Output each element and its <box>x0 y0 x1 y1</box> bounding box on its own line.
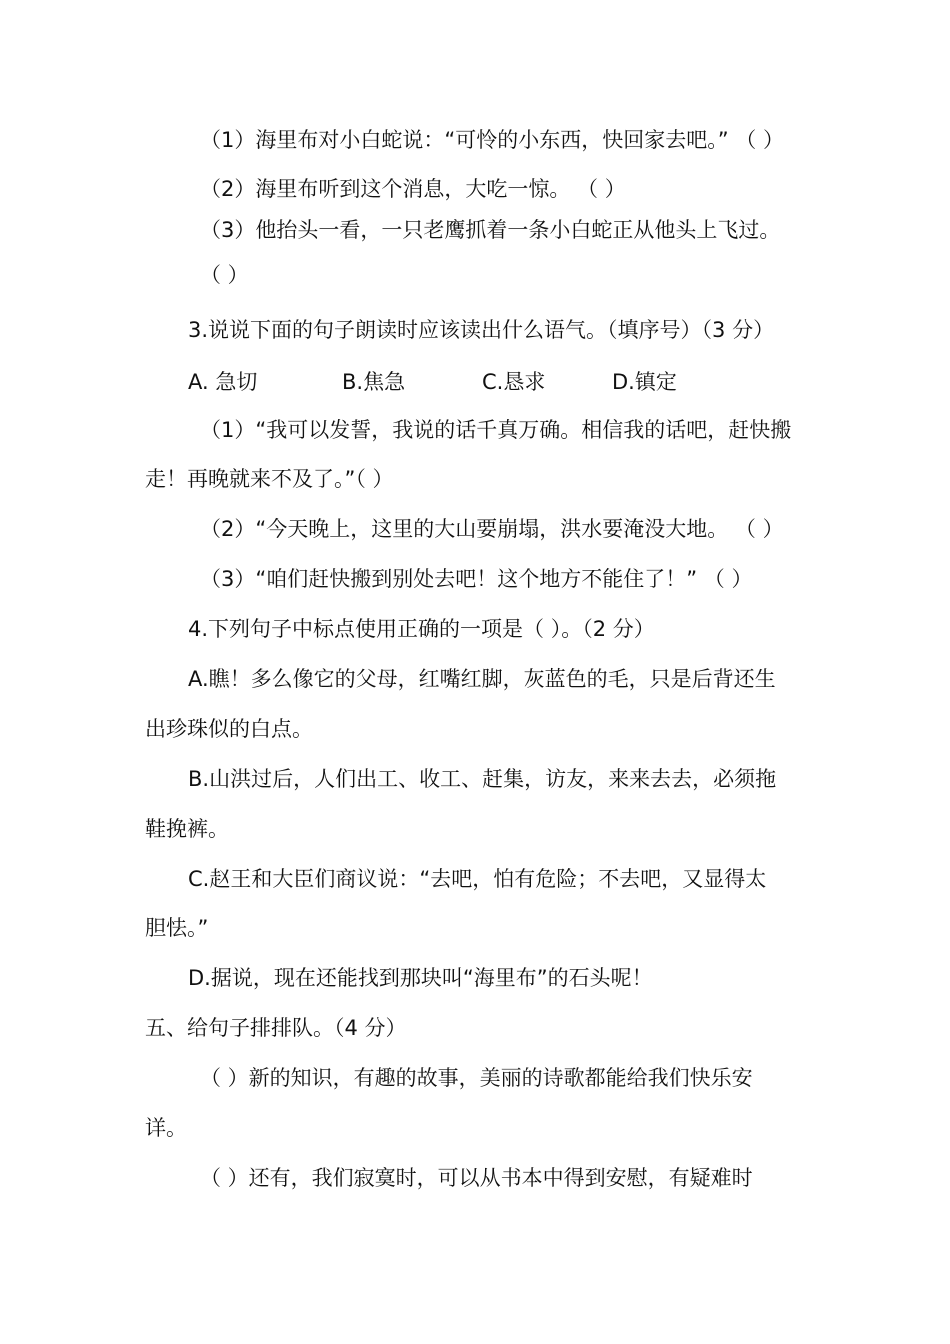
q4-option-a-line2: 出珍珠似的白点。 <box>145 717 313 741</box>
q4-title: 4.下列句子中标点使用正确的一项是（ ）。（2 分） <box>188 617 655 641</box>
section-5-item-2: （ ）还有，我们寂寞时，可以从书本中得到安慰，有疑难时 <box>200 1166 753 1190</box>
q3-option-d: D.镇定 <box>612 370 677 394</box>
q4-option-b-line1: B.山洪过后，人们出工、收工、赶集，访友，来来去去，必须拖 <box>188 767 777 791</box>
q3-option-a: A. 急切 <box>188 370 258 394</box>
q3-item-3: （3）“咱们赶快搬到别处去吧！这个地方不能住了！” （ ） <box>200 567 753 591</box>
q4-option-c-line1: C.赵王和大臣们商议说：“去吧，怕有危险；不去吧，又显得太 <box>188 867 767 891</box>
q2-item-2: （2）海里布听到这个消息，大吃一惊。 （ ） <box>200 177 626 201</box>
q4-option-b-line2: 鞋挽裤。 <box>145 817 229 841</box>
q3-item-1-line2: 走！再晚就来不及了。”（ ） <box>145 467 394 491</box>
q3-item-1-line1: （1）“我可以发誓，我说的话千真万确。相信我的话吧，赶快搬 <box>200 418 792 442</box>
q3-option-c: C.恳求 <box>482 370 546 394</box>
q4-option-d: D.据说，现在还能找到那块叫“海里布”的石头呢！ <box>188 966 653 990</box>
q4-option-a-line1: A.瞧！多么像它的父母，红嘴红脚，灰蓝色的毛，只是后背还生 <box>188 667 776 691</box>
q3-title: 3.说说下面的句子朗读时应该读出什么语气。（填序号）（3 分） <box>188 318 775 342</box>
q3-option-b: B.焦急 <box>342 370 406 394</box>
q4-option-c-line2: 胆怯。” <box>145 916 209 940</box>
section-5-item-1-line1: （ ）新的知识，有趣的故事，美丽的诗歌都能给我们快乐安 <box>200 1066 753 1090</box>
q3-item-2: （2）“今天晚上，这里的大山要崩塌，洪水要淹没大地。 （ ） <box>200 517 784 541</box>
section-5-item-1-line2: 详。 <box>145 1116 187 1140</box>
section-5-title: 五、给句子排排队。（4 分） <box>145 1016 407 1040</box>
q2-item-3-line1: （3）他抬头一看，一只老鹰抓着一条小白蛇正从他头上飞过。 <box>200 218 781 242</box>
q2-item-1: （1）海里布对小白蛇说：“可怜的小东西，快回家去吧。” （ ） <box>200 128 784 152</box>
q2-item-3-line2: （ ） <box>200 263 249 287</box>
